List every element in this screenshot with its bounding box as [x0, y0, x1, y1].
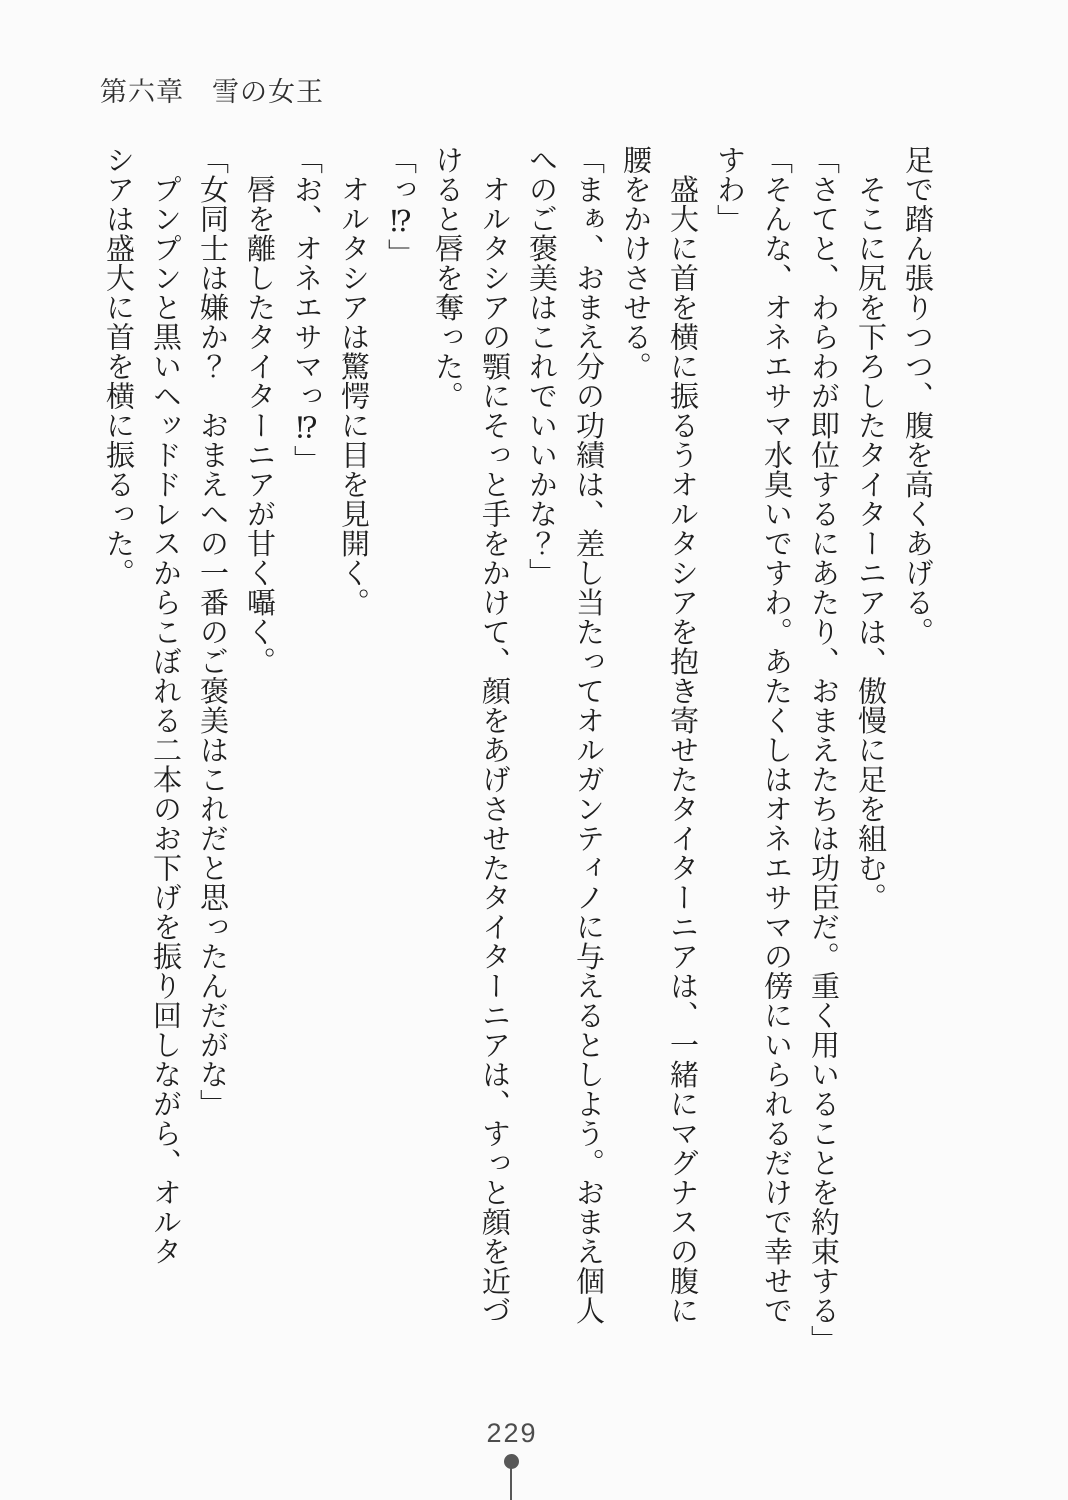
chapter-running-head: 第六章 雪の女王: [100, 77, 324, 107]
text-column: へのご褒美はこれでいいかな？」: [525, 145, 557, 588]
text-column: オルタシアの顎にそっと手をかけて、顔をあげさせたタイターニアは、すっと顔を近づ: [478, 145, 510, 1325]
text-column: 唇を離したタイターニアが甘く囁く。: [243, 145, 275, 676]
text-column: シアは盛大に首を横に振るった。: [102, 145, 134, 588]
text-column: プンプンと黒いヘッドドレスからこぼれる二本のお下げを振り回しながら、オルタ: [149, 145, 181, 1266]
text-column: 「さてと、わらわが即位するにあたり、おまえたちは功臣だ。重く用いることを約束する」: [807, 145, 839, 1355]
text-column: 「女同士は嫌か？ おまえへの一番のご褒美はこれだと思ったんだがな」: [196, 145, 228, 1119]
text-column: 「まぁ、おまえ分の功績は、差し当たってオルガンティノに与えるとしよう。おまえ個人: [572, 145, 604, 1325]
text-column: 「お、オネエサマっ⁉」: [290, 145, 322, 475]
page-number: 229: [486, 1418, 538, 1448]
text-column: 足で踏ん張りつつ、腹を高くあげる。: [901, 145, 933, 647]
page-marker-line: [510, 1466, 512, 1500]
text-column: 「そんな、オネエサマ水臭いですわ。あたくしはオネエサマの傍にいられるだけで幸せで: [760, 145, 792, 1325]
text-column: けると唇を奪った。: [431, 145, 463, 411]
text-column: オルタシアは驚愕に目を見開く。: [337, 145, 369, 617]
text-column: 盛大に首を横に振るうオルタシアを抱き寄せたタイターニアは、一緒にマグナスの腹に: [666, 145, 698, 1325]
text-column: すわ」: [713, 145, 745, 234]
text-column: 「っ⁉」: [384, 145, 416, 268]
text-column: そこに尻を下ろしたタイターニアは、傲慢に足を組む。: [854, 145, 886, 912]
text-column: 腰をかけさせる。: [619, 145, 651, 381]
main-text-block: [94, 145, 940, 1360]
